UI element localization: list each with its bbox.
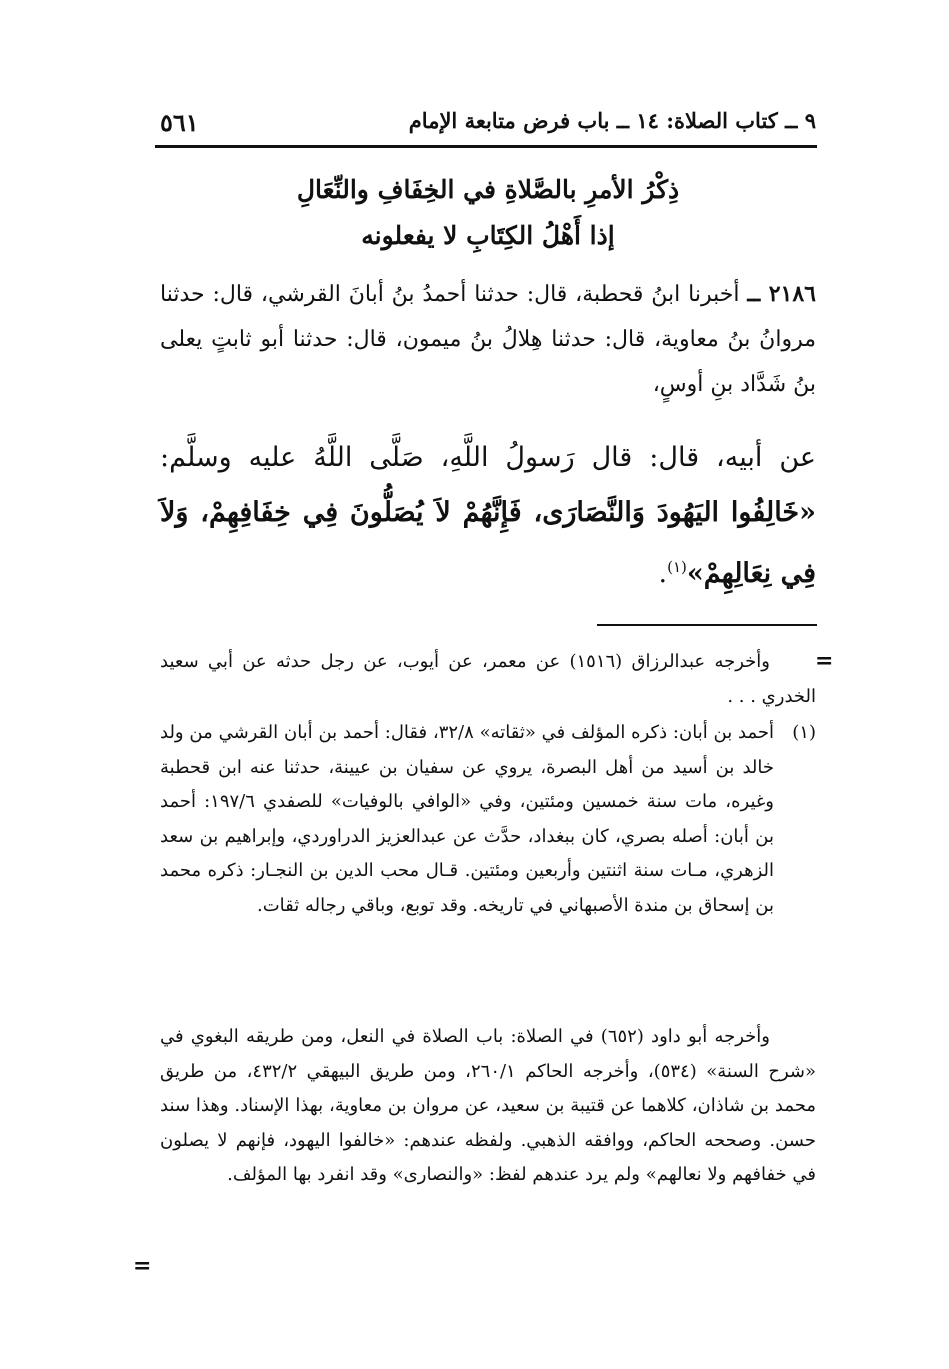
footnote-1-text: أحمد بن أبان: ذكره المؤلف في «ثقاته» ٣٢/٨، فقال: أحمد بن أبان القرشي من ولد خالد بن أسيد من أهل البصرة، يروي عن سفيان بن عيينة، حدثنا عنه ابن قحطبة وغيره، مات سنة خمسين ومئتين، وفي «الوافي بالوفيات» للصفدي ١٩٧/٦: أحمد بن أبان: أصله بصري، كان ببغداد، حدَّث عن عبدالعزيز الدراوردي، وإبراهيم بن سعد الزهري، مـات سنة اثنتين وأربعين ومئتين. قـال محب الدين بن النجـار: ذكره محمد بن إسحاق بن مندة الأصبهاني في تاريخه. وقد توبع، وباقي رجاله ثقات. — [160, 722, 774, 916]
matn-intro: عن أبيه، قال: قال رَسولُ اللَّهِ، صَلَّى اللَّهُ عليه وسلَّم: — [160, 442, 816, 473]
hadith-isnad — [160, 272, 816, 407]
continues-next-page-mark: = — [133, 1253, 152, 1279]
footnote-reference: (١) — [667, 558, 687, 576]
header-title: ٩ ــ كتاب الصلاة: ١٤ ــ باب فرض متابعة الإمام — [408, 108, 816, 133]
footnote-1-marker: (١) — [792, 722, 816, 743]
footnote-1-paragraph-2: وأخرجه أبو داود (٦٥٢) في الصلاة: باب الصلاة في النعل، ومن طريقه البغوي في «شرح السنة» (٥٣٤)، وأخرجه الحاكم ٢٦٠/١، ومن طريق البيهقي ٤٣٢/٢، من طريق محمد بن شاذان، كلاهما عن قتيبة بن سعيد، عن مروان بن معاوية، بهذا الإسناد. وهذا سند حسن. وصححه الحاكم، ووافقه الذهبي. ولفظه عندهم: «خالفوا اليهود، فإنهم لا يصلون في خفافهم ولا نعالهم» ولم يرد عندهم لفظ: «والنصارى» وقد انفرد بها المؤلف. — [160, 1026, 816, 1185]
matn-quote: «خَالِفُوا اليَهُودَ وَالنَّصَارَى، فَإِنَّهُمْ لاَ يُصَلُّونَ فِي خِفَافِهِمْ، وَلاَ فِي نِعَالِهِمْ» — [160, 497, 816, 589]
footnote-1 — [160, 716, 816, 923]
running-header — [160, 102, 816, 142]
hadith-matn — [160, 430, 816, 601]
footnote-separator — [597, 624, 817, 626]
chapter-title-line-1: ذِكْرُ الأمرِ بالصَّلاةِ في الخِفَافِ والنِّعَالِ — [296, 175, 680, 204]
page-number: ٥٦١ — [160, 108, 199, 137]
continuation-mark: = — [815, 648, 834, 674]
isnad-text: أخبرنا ابنُ قحطبة، قال: حدثنا أحمدُ بنُ أبانَ القرشي، قال: حدثنا مروانُ بنُ معاوية، قال: حدثنا هِلالُ بنُ ميمون، قال: حدثنا أبو ثابتٍ يعلى بنُ شَدَّاد بنِ أوسٍ، — [160, 282, 816, 397]
hadith-number: ٢١٨٦ ــ — [747, 281, 816, 307]
chapter-title-line-2: إذا أَهْلُ الكِتَابِ لا يفعلونه — [361, 221, 615, 250]
header-rule — [155, 145, 817, 148]
footnote-continued: وأخرجه عبدالرزاق (١٥١٦) عن معمر، عن أيوب، عن رجل حدثه عن أبي سعيد الخدري . . . — [160, 651, 816, 707]
matn-end: . — [658, 558, 668, 589]
